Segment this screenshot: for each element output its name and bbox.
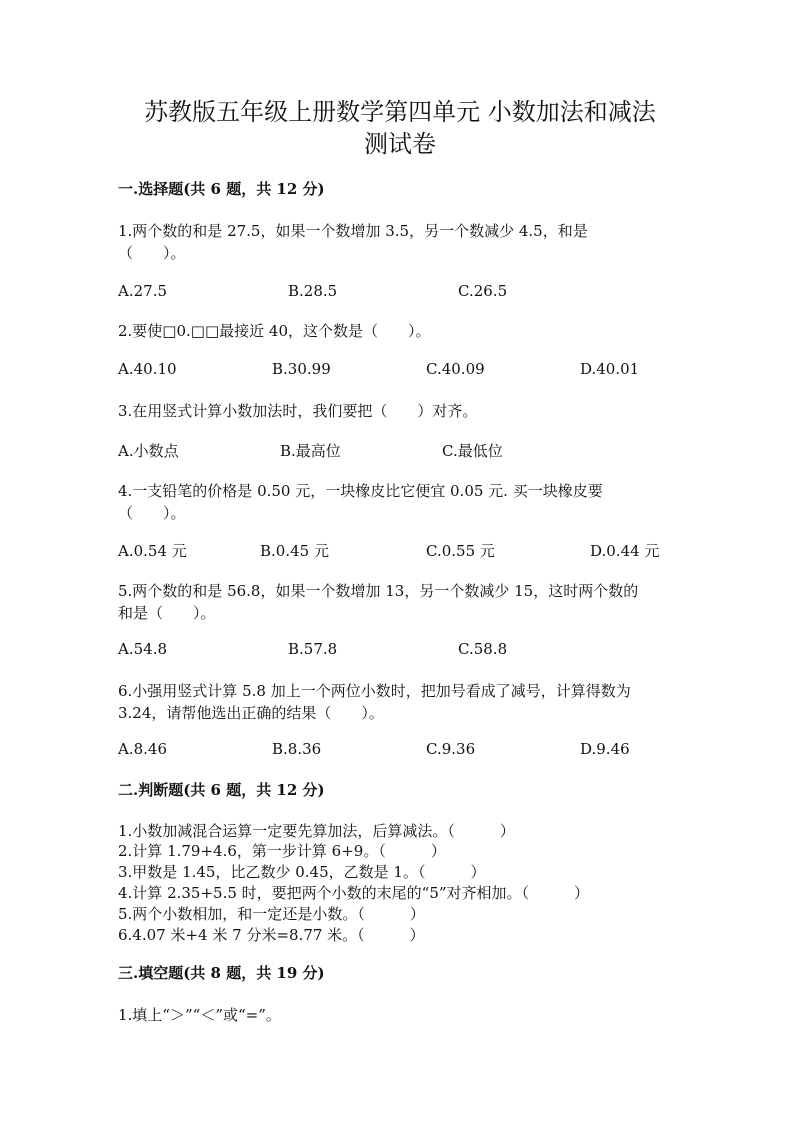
option-b: B.0.45 元: [260, 542, 329, 560]
judgement-item: 6.4.07 米+4 米 7 分米=8.77 米。（ ）: [118, 926, 425, 944]
option-a: A.8.46: [118, 740, 167, 758]
judgement-item: 2.计算 1.79+4.6，第一步计算 6+9。（ ）: [118, 842, 446, 860]
option-c: C.0.55 元: [426, 542, 495, 560]
option-b: B.30.99: [272, 360, 331, 378]
question-text: 2.要使□0.□□最接近 40，这个数是（ ）。: [118, 322, 431, 340]
option-a: A.0.54 元: [118, 542, 187, 560]
question-text: 5.两个数的和是 56.8，如果一个数增加 13，另一个数减少 15，这时两个数的: [118, 582, 639, 600]
option-d: D.0.44 元: [590, 542, 660, 560]
option-c: C.58.8: [458, 640, 508, 658]
option-d: D.40.01: [580, 360, 640, 378]
question-text: 6.小强用竖式计算 5.8 加上一个两位小数时，把加号看成了减号，计算得数为: [118, 682, 631, 700]
option-a: A.40.10: [118, 360, 177, 378]
exam-title-line2: 测试卷: [364, 130, 436, 158]
exam-title: 苏教版五年级上册数学第四单元 小数加法和减法: [144, 98, 656, 126]
option-b: B.57.8: [288, 640, 338, 658]
question-text: 3.24，请帮他选出正确的结果（ ）。: [118, 704, 384, 722]
section-heading-fill-blank: 三.填空题(共 8 题，共 19 分): [118, 964, 325, 982]
option-c: C.最低位: [442, 442, 503, 460]
option-c: C.26.5: [458, 282, 508, 300]
question-text: 3.在用竖式计算小数加法时，我们要把（ ）对齐。: [118, 402, 478, 420]
option-c: C.40.09: [426, 360, 485, 378]
question-text: （ ）。: [118, 244, 186, 262]
question-text: 1.两个数的和是 27.5，如果一个数增加 3.5，另一个数减少 4.5，和是: [118, 222, 588, 240]
option-c: C.9.36: [426, 740, 476, 758]
question-text: 4.一支铅笔的价格是 0.50 元，一块橡皮比它便宜 0.05 元. 买一块橡皮要: [118, 482, 603, 500]
option-a: A.小数点: [118, 442, 179, 460]
option-b: B.8.36: [272, 740, 322, 758]
option-a: A.54.8: [118, 640, 167, 658]
option-d: D.9.46: [580, 740, 630, 758]
option-b: B.28.5: [288, 282, 338, 300]
judgement-item: 1.小数加减混合运算一定要先算加法，后算减法。（ ）: [118, 822, 515, 840]
section-heading-judgement: 二.判断题(共 6 题，共 12 分): [118, 781, 325, 799]
judgement-item: 5.两个小数相加，和一定还是小数。（ ）: [118, 905, 425, 923]
fill-blank-item: 1.填上“＞”“＜”或“=”。: [118, 1006, 281, 1024]
option-a: A.27.5: [118, 282, 167, 300]
question-text: 和是（ ）。: [118, 604, 216, 622]
judgement-item: 4.计算 2.35+5.5 时，要把两个小数的末尾的“5”对齐相加。（ ）: [118, 884, 590, 902]
option-b: B.最高位: [280, 442, 341, 460]
judgement-item: 3.甲数是 1.45，比乙数少 0.45，乙数是 1。（ ）: [118, 863, 486, 881]
question-text: （ ）。: [118, 504, 186, 522]
section-heading-choice: 一.选择题(共 6 题，共 12 分): [118, 180, 325, 198]
